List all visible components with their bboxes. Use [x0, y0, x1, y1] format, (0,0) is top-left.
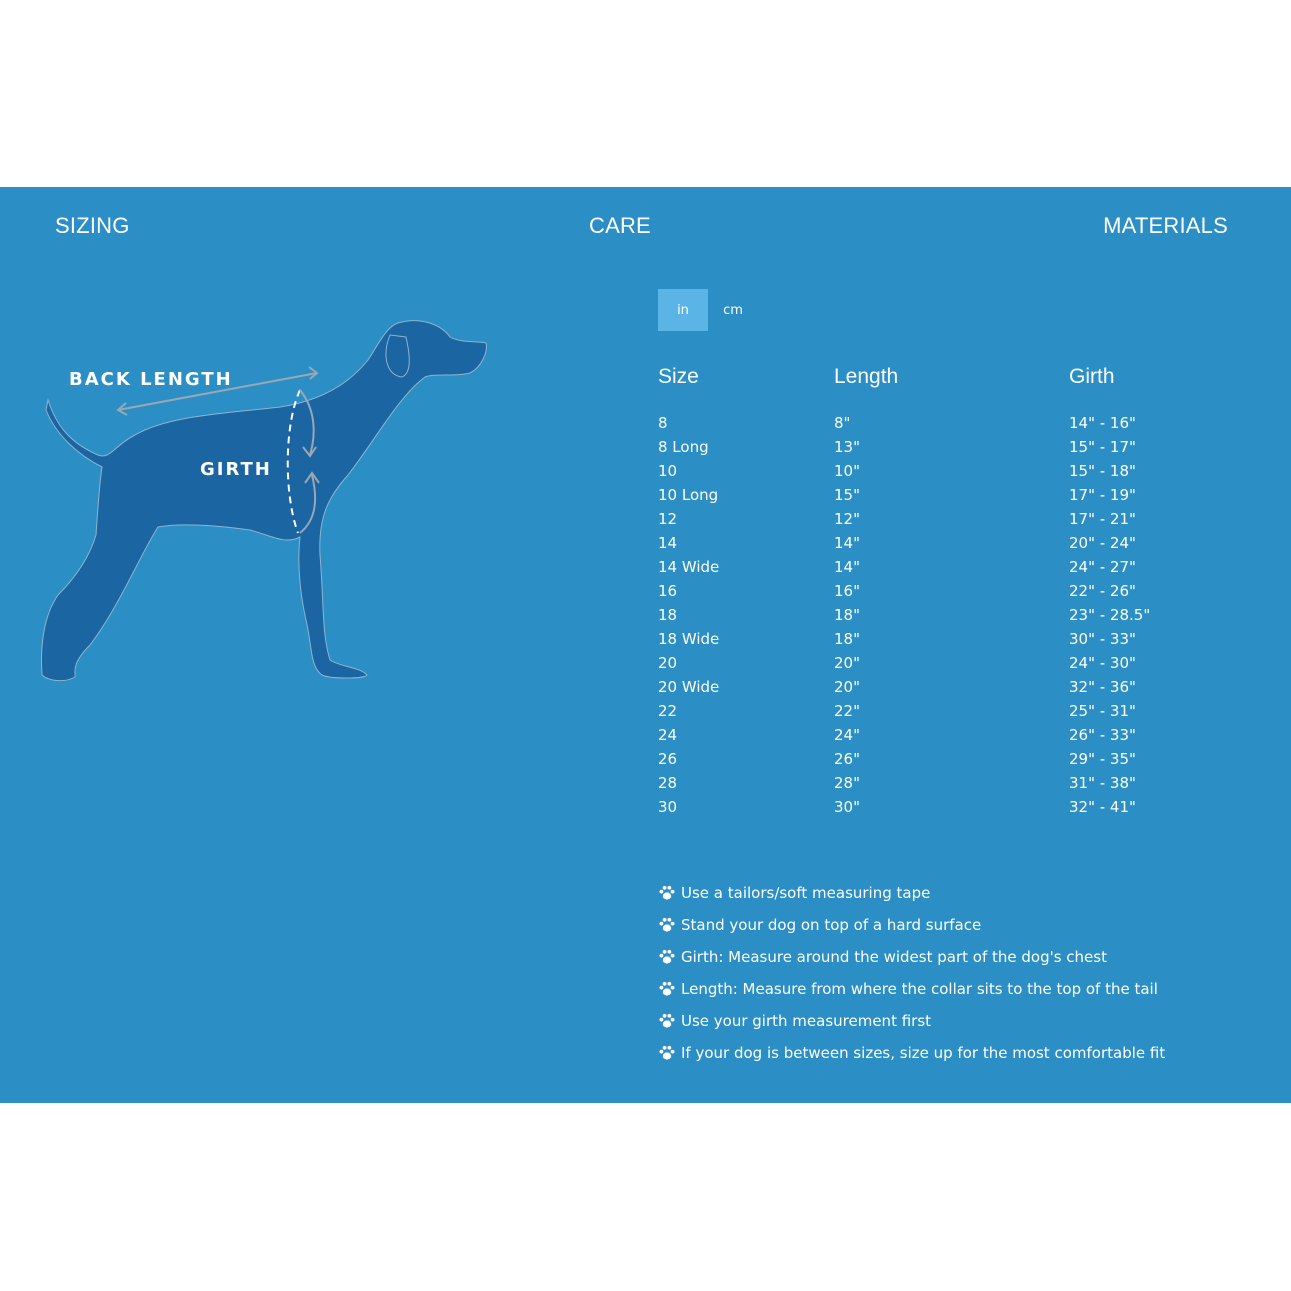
girth-cell: 24" - 30" — [1069, 654, 1136, 672]
size-cell: 18 Wide — [658, 630, 720, 648]
length-cell: 10" — [834, 462, 860, 480]
tip-item — [658, 973, 1165, 1005]
table-header — [658, 365, 1218, 411]
girth-cell: 32" - 41" — [1069, 798, 1136, 816]
tip-item — [658, 941, 1165, 973]
girth-cell: 29" - 35" — [1069, 750, 1136, 768]
girth-label: GIRTH — [200, 459, 272, 480]
length-cell: 18" — [834, 630, 860, 648]
size-cell: 24 — [658, 726, 678, 744]
back-length-label: BACK LENGTH — [69, 369, 233, 390]
size-cell: 22 — [658, 702, 678, 720]
unit-toggle — [658, 289, 758, 331]
girth-cell: 20" - 24" — [1069, 534, 1136, 552]
girth-cell: 26" - 33" — [1069, 726, 1136, 744]
girth-cell: 14" - 16" — [1069, 414, 1136, 432]
header-girth: Girth — [1069, 365, 1115, 388]
size-cell: 20 Wide — [658, 678, 720, 696]
length-cell: 8" — [834, 414, 851, 432]
length-cell: 15" — [834, 486, 860, 504]
length-cell: 24" — [834, 726, 860, 744]
tip-item — [658, 877, 1165, 909]
length-cell: 14" — [834, 534, 860, 552]
size-cell: 8 Long — [658, 438, 709, 456]
paw-icon — [658, 948, 676, 966]
girth-cell: 30" - 33" — [1069, 630, 1136, 648]
size-cell: 16 — [658, 582, 678, 600]
girth-cell: 17" - 19" — [1069, 486, 1136, 504]
table-row — [658, 747, 1218, 771]
length-cell: 30" — [834, 798, 860, 816]
size-cell: 10 Long — [658, 486, 719, 504]
table-row — [658, 699, 1218, 723]
unit-cm-button[interactable]: cm — [723, 302, 743, 318]
size-cell: 20 — [658, 654, 678, 672]
tip-text: Stand your dog on top of a hard surface — [681, 916, 982, 934]
tab-materials[interactable]: MATERIALS — [1103, 213, 1228, 238]
table-row — [658, 651, 1218, 675]
tip-text: Use your girth measurement first — [681, 1012, 932, 1030]
girth-cell: 15" - 17" — [1069, 438, 1136, 456]
measuring-tips — [658, 877, 1165, 1069]
girth-cell: 32" - 36" — [1069, 678, 1136, 696]
paw-icon — [658, 884, 676, 902]
table-row — [658, 531, 1218, 555]
girth-cell: 25" - 31" — [1069, 702, 1136, 720]
length-cell: 20" — [834, 654, 860, 672]
size-cell: 8 — [658, 414, 668, 432]
length-cell: 18" — [834, 606, 860, 624]
length-cell: 12" — [834, 510, 860, 528]
unit-inches-button[interactable]: in — [658, 289, 708, 331]
girth-cell: 31" - 38" — [1069, 774, 1136, 792]
paw-icon — [658, 1012, 676, 1030]
header-size: Size — [658, 365, 699, 388]
tab-care[interactable]: CARE — [589, 213, 651, 238]
girth-cell: 17" - 21" — [1069, 510, 1136, 528]
length-cell: 26" — [834, 750, 860, 768]
length-cell: 22" — [834, 702, 860, 720]
size-cell: 30 — [658, 798, 678, 816]
header-length: Length — [834, 365, 899, 388]
table-row — [658, 603, 1218, 627]
girth-cell: 24" - 27" — [1069, 558, 1136, 576]
length-cell: 16" — [834, 582, 860, 600]
size-cell: 28 — [658, 774, 678, 792]
table-row — [658, 579, 1218, 603]
size-cell: 18 — [658, 606, 678, 624]
tip-item — [658, 1037, 1165, 1069]
table-row — [658, 795, 1218, 819]
girth-cell: 23" - 28.5" — [1069, 606, 1151, 624]
table-row — [658, 507, 1218, 531]
girth-cell: 15" - 18" — [1069, 462, 1136, 480]
table-row — [658, 675, 1218, 699]
size-cell: 14 — [658, 534, 678, 552]
paw-icon — [658, 1044, 676, 1062]
table-row — [658, 483, 1218, 507]
size-table — [658, 365, 1218, 819]
table-row — [658, 555, 1218, 579]
girth-cell: 22" - 26" — [1069, 582, 1136, 600]
tip-item — [658, 1005, 1165, 1037]
table-body — [658, 411, 1218, 819]
paw-icon — [658, 916, 676, 934]
size-cell: 12 — [658, 510, 678, 528]
sizing-panel — [0, 187, 1291, 1103]
table-row — [658, 411, 1218, 435]
tab-sizing[interactable]: SIZING — [55, 213, 130, 238]
tip-text: Girth: Measure around the widest part of the dog's chest — [681, 948, 1107, 966]
length-cell: 20" — [834, 678, 860, 696]
length-cell: 14" — [834, 558, 860, 576]
tip-text: If your dog is between sizes, size up for the most comfortable fit — [681, 1044, 1166, 1062]
tip-text: Length: Measure from where the collar sits to the top of the tail — [681, 980, 1158, 998]
table-row — [658, 723, 1218, 747]
table-row — [658, 459, 1218, 483]
table-row — [658, 435, 1218, 459]
size-cell: 14 Wide — [658, 558, 720, 576]
tip-text: Use a tailors/soft measuring tape — [681, 884, 931, 902]
size-cell: 10 — [658, 462, 678, 480]
length-cell: 13" — [834, 438, 860, 456]
table-row — [658, 627, 1218, 651]
size-cell: 26 — [658, 750, 678, 768]
table-row — [658, 771, 1218, 795]
tip-item — [658, 909, 1165, 941]
length-cell: 28" — [834, 774, 860, 792]
paw-icon — [658, 980, 676, 998]
